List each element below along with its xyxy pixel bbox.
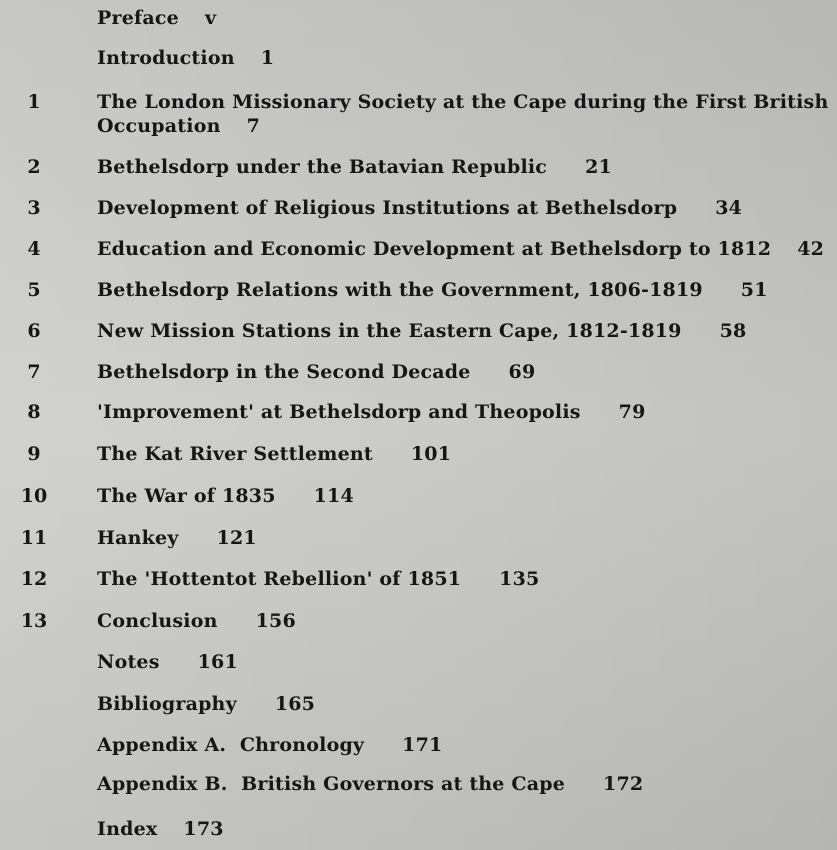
toc-entry-title: Notes 161 [97, 651, 238, 673]
toc-entry-number: 3 [27, 197, 41, 219]
toc-entry-title: Introduction 1 [97, 47, 275, 69]
toc-entry-page: 1 [260, 47, 275, 69]
toc-entry-title: Conclusion 156 [97, 610, 296, 632]
toc-entry-title: Development of Religious Institutions at Bethelsdorp 34 [97, 197, 743, 219]
toc-entry-number: 2 [27, 156, 41, 178]
toc-entry-number: 4 [27, 238, 41, 260]
toc-entry-title: Bibliography 165 [97, 693, 316, 715]
toc-entry-page: v [204, 7, 217, 29]
toc-entry-page: 79 [618, 401, 646, 423]
toc-entry-title-continued: Occupation 7 [97, 115, 261, 137]
toc-entry-page: 101 [410, 443, 452, 465]
toc-entry-number: 8 [27, 401, 41, 423]
toc-entry-page: 21 [585, 156, 612, 178]
toc-entry-page: 7 [246, 115, 261, 137]
toc-entry-title: Bethelsdorp under the Batavian Republic 21 [97, 156, 612, 178]
toc-entry-number: 7 [27, 361, 41, 383]
toc-entry-page: 135 [499, 568, 540, 590]
toc-entry-title: 'Improvement' at Bethelsdorp and Theopolis 79 [97, 401, 646, 423]
toc-entry-title: The War of 1835 114 [97, 485, 354, 507]
toc-entry-title: The 'Hottentot Rebellion' of 1851 135 [97, 568, 540, 590]
toc-entry-title: Appendix A. Chronology 171 [97, 734, 443, 756]
toc-entry-page: 121 [216, 527, 257, 549]
toc-entry-number: 12 [20, 568, 48, 590]
toc-entry-page: 165 [274, 693, 316, 715]
toc-entry-title: Education and Economic Development at Bethelsdorp to 1812 42 [97, 238, 825, 260]
toc-entry-page: 58 [719, 320, 747, 342]
toc-entry-number: 1 [27, 91, 41, 113]
toc-entry-number: 9 [27, 443, 41, 465]
toc-entry-number: 5 [27, 279, 41, 301]
toc-entry-number: 6 [27, 320, 41, 342]
toc-entry-page: 171 [402, 734, 443, 756]
toc-entry-title: Index 173 [97, 818, 224, 840]
toc-entry-title: The London Missionary Society at the Cape during the First British [97, 91, 829, 113]
toc-entry-number: 11 [20, 527, 48, 549]
toc-entry-title: Preface v [97, 7, 217, 29]
toc-entry-page: 34 [715, 197, 743, 219]
toc-entry-page: 42 [797, 238, 825, 260]
toc-entry-page: 172 [603, 773, 644, 795]
toc-entry-page: 156 [255, 610, 296, 632]
toc-entry-title: Appendix B. British Governors at the Cape 172 [97, 773, 644, 795]
toc-entry-page: 51 [740, 279, 768, 301]
toc-entry-number: 13 [20, 610, 48, 632]
toc-entry-page: 161 [197, 651, 238, 673]
toc-entry-page: 69 [508, 361, 536, 383]
toc-entry-number: 10 [20, 485, 48, 507]
toc-entry-title: The Kat River Settlement 101 [97, 443, 452, 465]
toc-entry-title: Bethelsdorp Relations with the Government, 1806-1819 51 [97, 279, 768, 301]
toc-entry-page: 114 [313, 485, 354, 507]
toc-entry-page: 173 [183, 818, 224, 840]
toc-entry-title: Bethelsdorp in the Second Decade 69 [97, 361, 536, 383]
toc-entry-title: Hankey 121 [97, 527, 257, 549]
toc-entry-title: New Mission Stations in the Eastern Cape, 1812-1819 58 [97, 320, 747, 342]
